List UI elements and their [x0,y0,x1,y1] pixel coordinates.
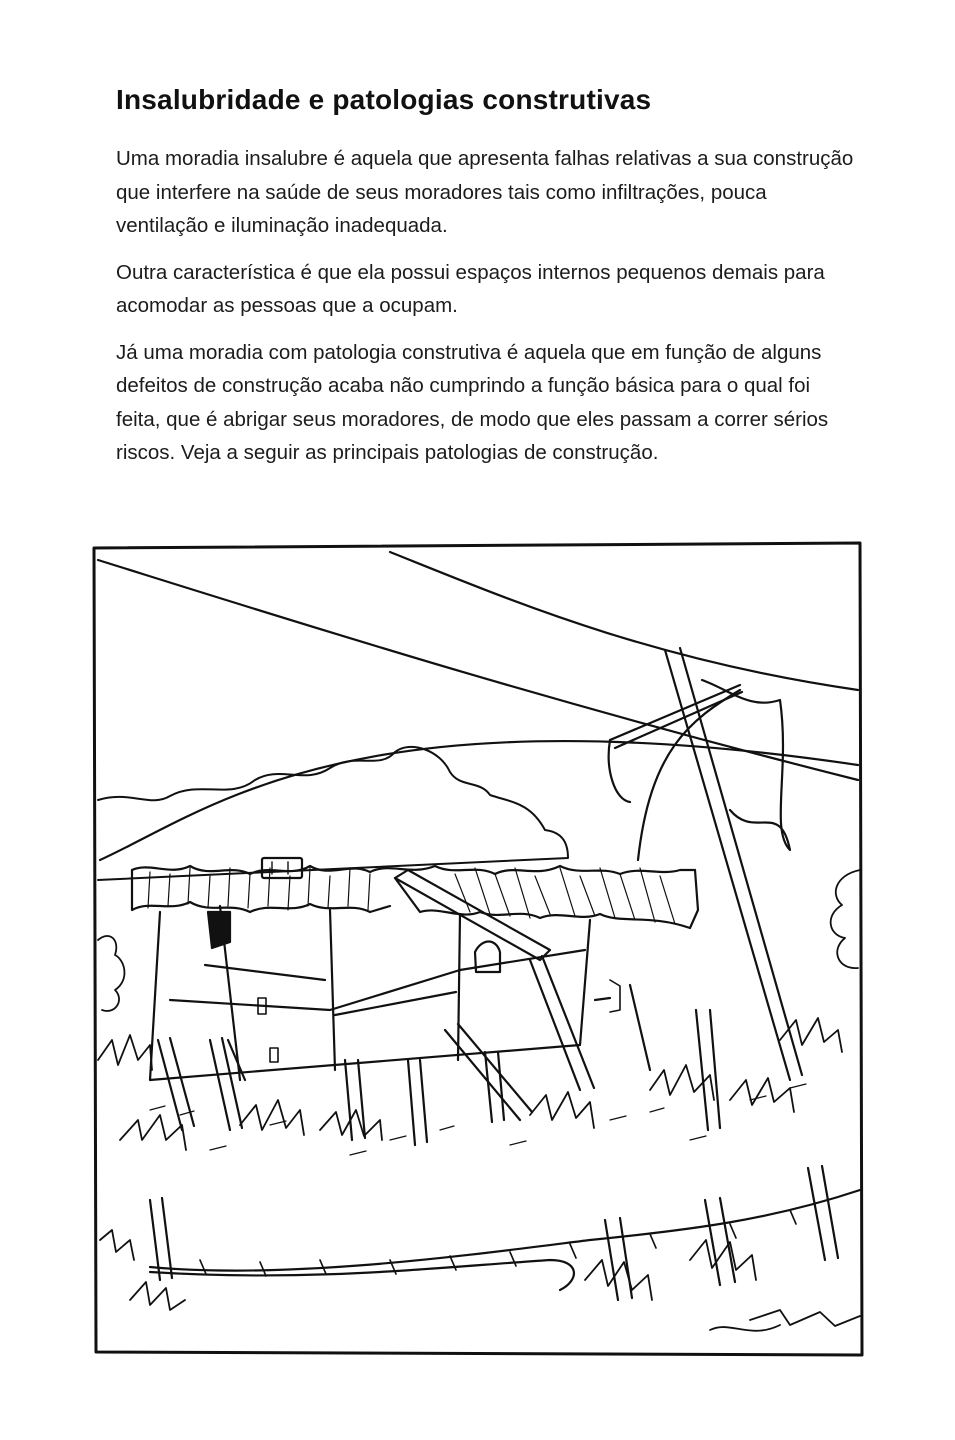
section-title: Insalubridade e patologias construtivas [116,84,652,115]
power-lines [98,552,858,860]
paragraph-patologia: Já uma moradia com patologia construtiva é aquela que em função de alguns defeitos de construção acaba não cumprindo a função básica para o qual foi feita, que é abrigar seus moradores, de modo que eles passam a correr sérios riscos. Veja a seguir as principais patologias de construção. [116,340,829,464]
right-tree [831,870,860,968]
paragraph-espacos: Outra característica é que ela possui espaços internos pequenos demais para acomodar as pessoas que a ocupam. [116,260,825,317]
foreground-grass [100,1230,860,1331]
paragraph-insalubre: Uma moradia insalubre é aquela que apresenta falhas relativas a sua construção que interfere na saúde de seus moradores tais como infiltrações, pouca ventilação e iluminação inadequada. [116,147,854,237]
roof-vent [262,858,302,878]
barbed-wire-fence [150,1166,860,1300]
shack-walls [150,906,620,1080]
shack-illustration [90,540,866,1360]
cloud-outline [98,747,568,880]
body-text [116,142,856,483]
left-tree [98,936,124,1011]
support-boards [395,870,594,1120]
